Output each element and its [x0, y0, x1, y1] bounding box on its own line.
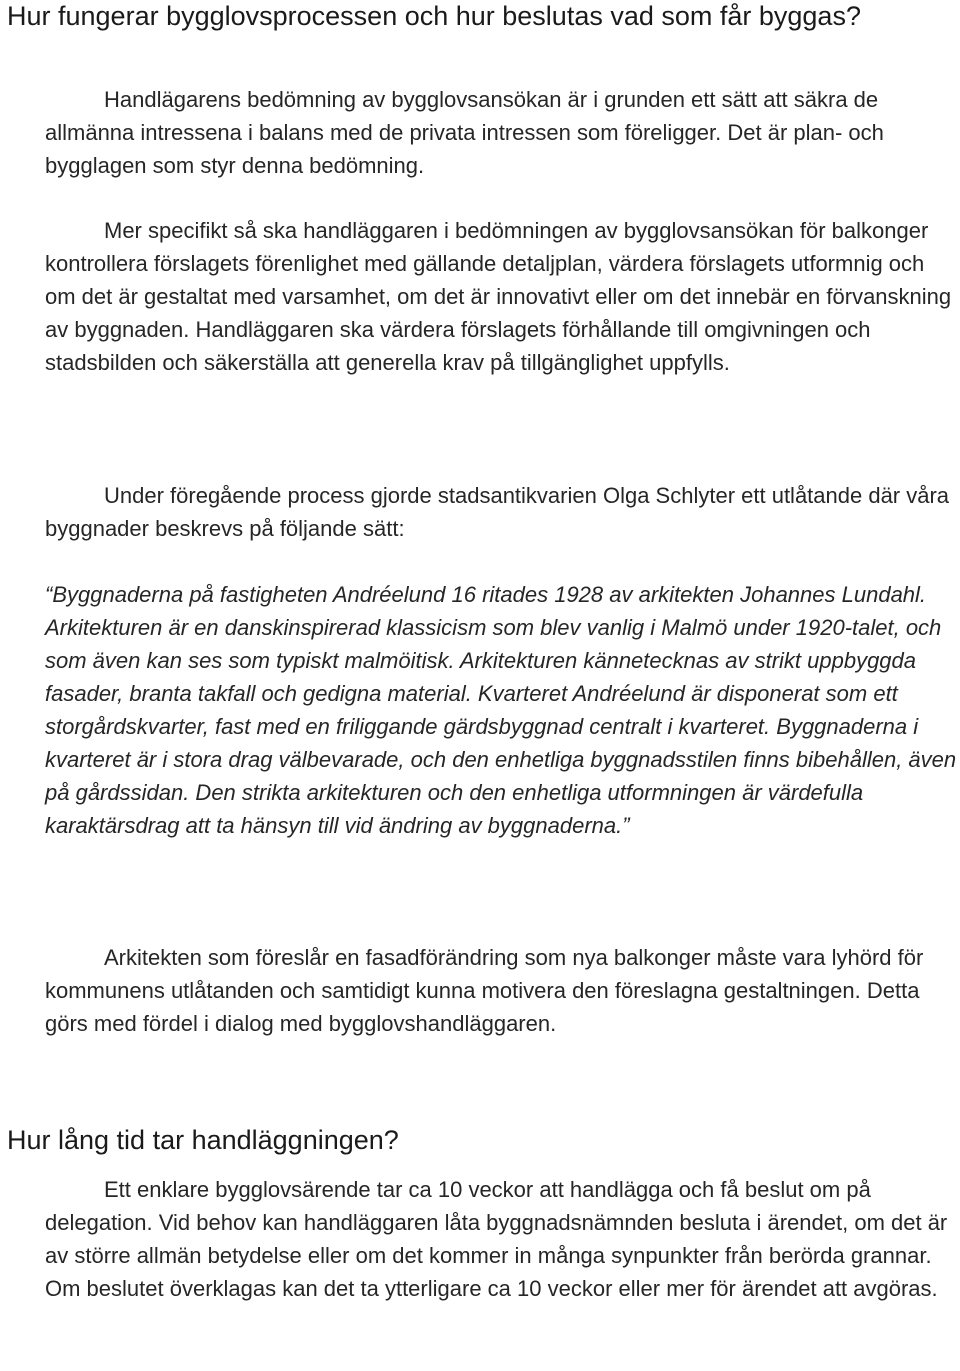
quote-building-description: “Byggnaderna på fastigheten Andréelund 16 ritades 1928 av arkitekten Johannes Lundahl. Arkitekturen är en danskinspirerad klassicism som blev vanlig i Malmö under 1920-talet, och som även kan ses som typiskt malmöitisk. Arkitekturen kännetecknas av strikt uppbyggda fasader, branta takfall och gedigna material. Kvarteret Andréelund är disponerat som ett storgårdskvarter, fast med en friliggande gärdsbyggnad centralt i kvarteret. Byggnaderna i kvarteret är i stora drag välbevarade, och den enhetliga byggnadsstilen finns bibehållen, även på gårdssidan. Den strikta arkitekturen och den enhetliga utformningen är värdefulla karaktärsdrag att ta hänsyn till vid ändring av byggnaderna.” [45, 582, 957, 838]
paragraph-assessment: Handlägarens bedömning av bygglovsansökan är i grunden ett sätt att säkra de allmänna intressena i balans med de privata intressen som föreligger. Det är plan- och bygglagen som styr denna bedömning. [45, 87, 884, 178]
paragraph-city-antiquarian: Under föregående process gjorde stadsantikvarien Olga Schlyter ett utlåtande där våra byggnader beskrevs på följande sätt: [45, 483, 950, 541]
section-heading-process: Hur fungerar bygglovsprocessen och hur beslutas vad som får byggas? [7, 1, 861, 31]
paragraph-balcony-review: Mer specifikt så ska handläggaren i bedömningen av bygglovsansökan för balkonger kontrollera förslagets förenlighet med gällande detaljplan, värdera förslagets utformnig och om det är gestaltat med varsamhet, om det är innovativt eller om det innebär en förvanskning av byggnaden. Handläggaren ska värdera förslagets förhållande till omgivningen och stadsbilden och säkerställa att generella krav på tillgänglighet uppfylls. [45, 218, 952, 375]
paragraph-processing-time: Ett enklare bygglovsärende tar ca 10 veckor att handlägga och få beslut om på delegation. Vid behov kan handläggaren låta byggnadsnämnden besluta i ärendet, om det är av större allmän betydelse eller om det kommer in många synpunkter från berörda grannar. Om beslutet överklagas kan det ta ytterligare ca 10 veckor eller mer för ärendet att avgöras. [45, 1177, 948, 1301]
paragraph-architect-dialog: Arkitekten som föreslår en fasadförändring som nya balkonger måste vara lyhörd för kommunens utlåtanden och samtidigt kunna motivera den föreslagna gestaltningen. Detta görs med fördel i dialog med bygglovshandläggaren. [45, 945, 924, 1036]
section-heading-processing-time: Hur lång tid tar handläggningen? [7, 1125, 399, 1155]
